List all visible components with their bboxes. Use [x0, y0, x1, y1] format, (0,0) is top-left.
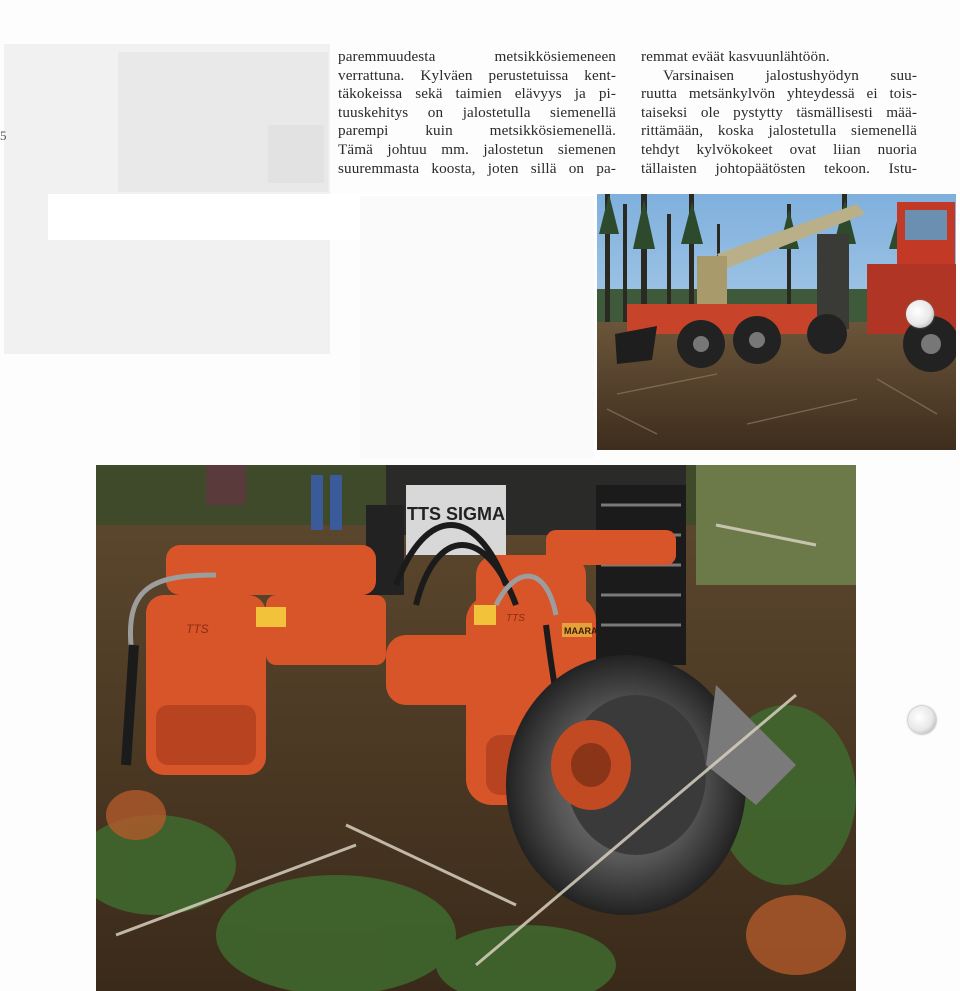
body-text-left-column	[338, 48, 616, 178]
tag-label: MAARA	[564, 626, 598, 636]
caption-background	[360, 196, 594, 458]
text-line: taiseksi ole pystytty täsmällisesti mää-	[641, 103, 917, 121]
text-line: verrattuna. Kylväen perustetuissa kent-	[338, 66, 616, 84]
text-line: tuuskehitys on jalostetulla siemenellä	[338, 103, 616, 121]
text-line: tehdyt kylvökokeet ovat liian nuoria	[641, 140, 917, 158]
binder-hole	[908, 706, 936, 734]
text-line: rittämään, koska jalostetulla siemenellä	[641, 122, 917, 140]
text-line: Varsinaisen jalostushyödyn suu-	[663, 66, 917, 84]
forest-tractor-illustration	[597, 194, 956, 450]
tts-seeder-illustration	[96, 465, 856, 991]
text-line: paremmuudesta metsikkösiemeneen	[338, 48, 616, 65]
body-text-right-column	[641, 48, 917, 178]
sigma-sign-text: TTS SIGMA	[407, 504, 505, 524]
brand-label-left: TTS	[186, 622, 209, 636]
text-line: suuremmasta koosta, joten sillä on pa-	[338, 159, 616, 177]
text-line: Tämä johtuu mm. jalostetun siemenen	[338, 140, 616, 158]
brand-label-mid: TTS	[506, 613, 525, 624]
margin-mark: 5	[0, 128, 7, 143]
photo-forest-tractor	[597, 194, 956, 450]
text-line: täkokeissa sekä taimien elävyys ja pi-	[338, 85, 616, 103]
text-line: parempi kuin metsikkösiemenellä.	[338, 122, 616, 140]
photo-tts-sigma-seeder	[96, 465, 856, 991]
text-line: ruutta metsänkylvön yhteydessä ei tois-	[641, 85, 917, 103]
binder-hole	[906, 300, 934, 328]
text-line: tällaisten johtopäätösten tekoon. Istu-	[641, 159, 917, 177]
background-block	[268, 125, 324, 183]
text-line: remmat eväät kasvuunlähtöön.	[641, 48, 830, 65]
